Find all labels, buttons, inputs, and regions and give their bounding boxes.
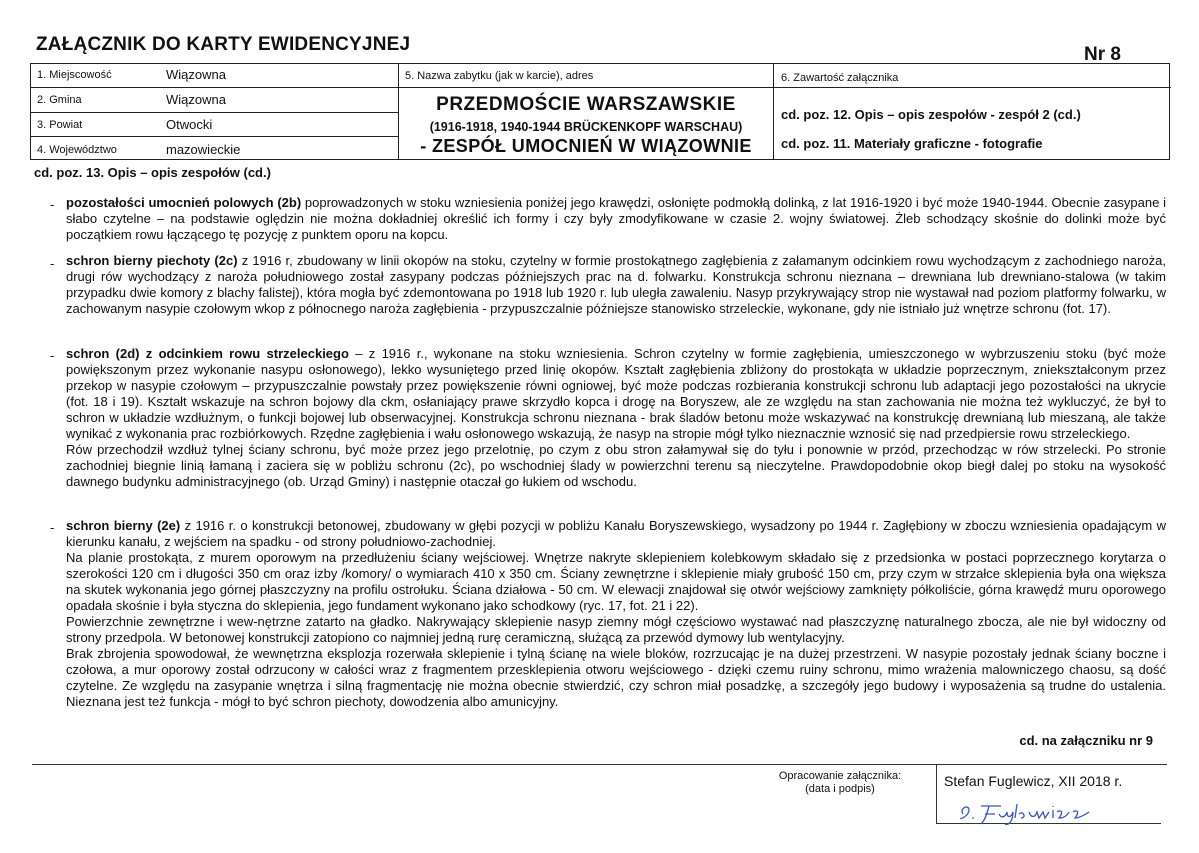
item-heading: pozostałości umocnień polowych (2b) bbox=[66, 195, 302, 210]
description-item bbox=[66, 195, 1166, 243]
divider bbox=[31, 87, 398, 88]
prepared-by-label bbox=[770, 770, 910, 796]
document-title: ZAŁĄCZNIK DO KARTY EWIDENCYJNEJ bbox=[36, 34, 411, 55]
field-label-locality: 1. Miejscowość bbox=[37, 69, 112, 81]
author-and-date: Stefan Fuglewicz, XII 2018 r. bbox=[944, 773, 1123, 789]
prepared-by-caption: Opracowanie załącznika: bbox=[778, 770, 902, 782]
divider bbox=[31, 136, 398, 137]
continuation-label: cd. poz. 13. Opis – opis zespołów (cd.) bbox=[34, 165, 271, 180]
item-dash: - bbox=[50, 348, 55, 363]
item-text: z 1916 r, zbudowany w linii okopów na stoku, czytelny w formie prostokątnego zagłębienia z załamanym odcinkiem rowu wychodzącym z zachodniego naroża, drugi rów wychodzący z naroża południowego został zasypany podczas późniejszych prac na d. folwarku. Konstrukcja schronu nieznana – drewniana lub drewniano-stalowa (w takim przypadku dwie komory z blachy falistej), która mogła być zdemontowana po 1918 lub 1920 r. lub uległa zawaleniu. Nasyp przykrywający strop nie wystawał nad poziom platformy folwarku, w zachowanym nasypie czołowym wkop z północnego naroża zagłębienia - przypuszczalnie późniejsze stanowisko strzeleckie, wykonane, gdy nie istniało już wnętrze schronu (fot. 17). bbox=[66, 253, 1166, 316]
item-text: – z 1916 r., wykonane na stoku wzniesienia. Schron czytelny w formie zagłębienia, umieszczonego w wybrzuszeniu stoku (być może powiększonym przez wykonanie nasypu osłonowego), lekko wysuniętego przed linię okopów. Kształt zagłębienia zbliżony do prostokąta w układzie poprzecznym, zniekształconym przez przekop w nasypie czołowym – przypuszczalnie powstały przez powiększenie równi ogniowej, być może podczas rozbierania konstrukcji schronu lub adaptacji jego pozostałości na ukrycie (fot. 18 i 19). Kształt wskazuje na schron bojowy dla ckm, osłaniający prawe skrzydło kopca i drogę na Boryszew, ale ze względu na stan zachowania nie można też wykluczyć, że był to schron w układzie wzdłużnym, o funkcji bojowej lub obserwacyjnej. Konstrukcja schronu nieznana - brak śladów betonu może wskazywać na konstrukcję drewnianą lub mieszaną, ale także wynikać z wykonania prac rozbiórkowych. Rzędne zagłębienia i wału osłonowego wskazują, że nasyp na stropie mógł tylko nieznacznie wznosić się nad przedpiersie rowu strzeleckiego. bbox=[66, 346, 1166, 441]
attachment-number: Nr 8 bbox=[1084, 44, 1121, 65]
divider bbox=[773, 64, 774, 159]
field-label-attachment-content: 6. Zawartość załącznika bbox=[781, 72, 899, 84]
footer-divider-vertical bbox=[936, 764, 937, 824]
prepared-by-subcaption: (data i podpis) bbox=[805, 783, 875, 795]
divider bbox=[398, 87, 1171, 88]
item-paragraph: Brak zbrojenia spowodował, że wewnętrzna eksplozja rozerwała sklepienie i tylną ścianę na wiele bloków, rozrzucając je na dużej przestrzeni. W nasypie pozostały jednak ściany boczne i czołowa, a mur oporowy został odrzucony w całości wraz z fragmentem przesklepienia otworu wejściowego - dzięki czemu ruiny schronu, mimo wrażenia malowniczego chaosu, są dość czytelne. Ze względu na zasypanie wnętrza i silną fragmentację nie można obecnie stwierdzić, czy schron miał posadzkę, a szczegóły jego budowy i wyposażenia są trudne do ustalenia. Nieznana jest też funkcja - mógł to być schron piechoty, dowodzenia albo amunicyjny. bbox=[66, 646, 1166, 709]
item-dash: - bbox=[50, 520, 55, 535]
field-label-voivodeship: 4. Województwo bbox=[37, 144, 117, 156]
item-heading: schron bierny piechoty (2c) bbox=[66, 253, 238, 268]
handwritten-signature bbox=[955, 796, 1105, 826]
field-value-voivodeship: mazowieckie bbox=[166, 142, 241, 157]
description-item bbox=[66, 253, 1166, 317]
attachment-content-line2: cd. poz. 11. Materiały graficzne - fotografie bbox=[781, 136, 1043, 151]
item-paragraph: Na planie prostokąta, z murem oporowym na przedłużeniu ściany wejściowej. Wnętrze nakryte sklepieniem kolebkowym składało się z przedsionka w postaci poprzecznego korytarza o szerokości 120 cm i długości 350 cm oraz izby /komory/ o wymiarach 410 x 350 cm. Ściany zewnętrzne i sklepienie miały grubość 150 cm, przy czym w strzałce sklepienia była ona większa na skutek wykonania jego górnej płaszczyzny na profilu ostrołuku. Ściana działowa - 50 cm. W elewacji znajdował się otwór wejściowy zamknięty półkoliście, górna krawędź muru oporowego opadała skośnie i była styczna do sklepienia, jego fundament wykonano jako schodkowy (ryc. 17, fot. 21 i 22). bbox=[66, 550, 1166, 613]
header-table bbox=[30, 63, 1170, 160]
item-dash: - bbox=[50, 256, 55, 271]
field-value-county: Otwocki bbox=[166, 117, 213, 132]
description-item bbox=[66, 518, 1166, 710]
field-value-commune: Wiązowna bbox=[166, 92, 226, 107]
field-label-county: 3. Powiat bbox=[37, 119, 83, 131]
item-paragraph: Rów przechodził wzdłuż tylnej ściany schronu, być może przez jego przelotnię, po czym z obu stron załamywał się do tyłu i ponownie w przód, przechodząc w rów strzelecki. Po stronie zachodniej biegnie linią łamaną i zaciera się w pobliżu schronu (2c), po wschodniej ślady w powierzchni terenu są nieczytelne. Prawdopodobnie okop biegł dalej po stoku na wysokość dawnego budynku administracyjnego (ob. Urząd Gminy) i następnie otaczał go łukiem od wschodu. bbox=[66, 442, 1166, 489]
field-label-monument-name: 5. Nazwa zabytku (jak w karcie), adres bbox=[405, 70, 594, 82]
description-item bbox=[66, 346, 1166, 490]
item-heading: schron (2d) z odcinkiem rowu strzeleckiego bbox=[66, 346, 349, 361]
continued-note: cd. na załączniku nr 9 bbox=[1019, 733, 1153, 748]
divider bbox=[398, 64, 399, 159]
item-paragraph: Powierzchnie zewnętrzne i wew-nętrzne zatarto na gładko. Nakrywający sklepienie nasyp ziemny mógł częściowo wystawać nad płaszczyznę naturalnego zbocza, ale nie był widoczny od strony przedpola. W betonowej konstrukcji zatopiono co najmniej jedną rurę ceramiczną, służącą za przewód dymowy lub wentylacyjny. bbox=[66, 614, 1166, 645]
divider bbox=[31, 112, 398, 113]
attachment-content-line1: cd. poz. 12. Opis – opis zespołów - zespół 2 (cd.) bbox=[781, 107, 1081, 122]
field-value-locality: Wiązowna bbox=[166, 67, 226, 82]
item-text: poprowadzonych w stoku wzniesienia poniżej jego krawędzi, osłonięte podmokłą dolinką, z lat 1916-1920 i być może 1940-1944. Obecnie zasypane i słabo czytelne – na podstawie oględzin nie można dokładniej określić ich formy i czy były zmodyfikowane w czasie 2. wojny światowej. Żleb schodzący skośnie do dolinki może być początkiem rowu łączącego tę pozycję z punktem oporu na kopcu. bbox=[66, 195, 1166, 242]
item-dash: - bbox=[50, 197, 55, 212]
field-label-commune: 2. Gmina bbox=[37, 94, 82, 106]
item-heading: schron bierny (2e) bbox=[66, 518, 181, 533]
footer-divider bbox=[32, 764, 1167, 765]
monument-name-line1: PRZEDMOŚCIE WARSZAWSKIE bbox=[436, 94, 736, 115]
item-text: z 1916 r. o konstrukcji betonowej, zbudowany w głębi pozycji w pobliżu Kanału Boryszewskiego, wysadzony po 1944 r. Zagłębiony w zboczu wzniesienia opadającym w kierunku kanału, z wejściem na spadku - od strony południowo-zachodniej. bbox=[66, 518, 1166, 549]
monument-name-line2: (1916-1918, 1940-1944 BRÜCKENKOPF WARSCHAU) bbox=[429, 120, 743, 134]
monument-name-line3: - ZESPÓŁ UMOCNIEŃ W WIĄZOWNIE bbox=[420, 136, 752, 156]
